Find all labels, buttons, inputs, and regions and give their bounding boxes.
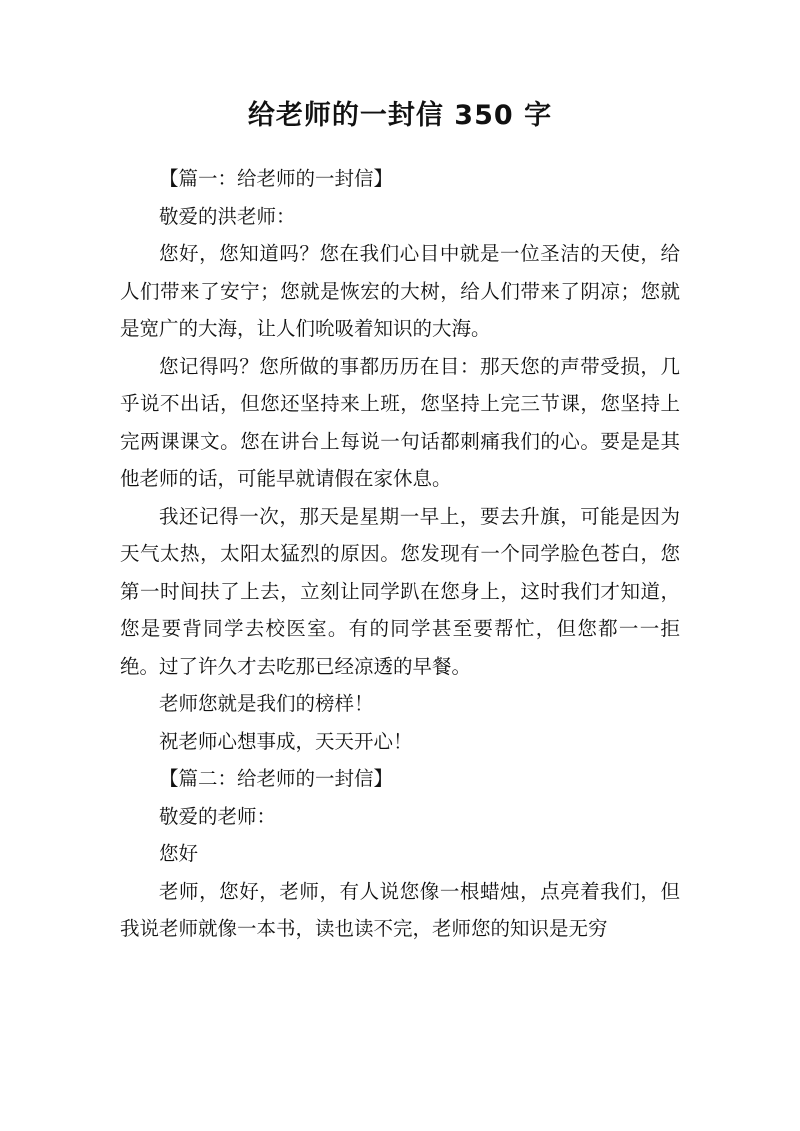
salutation: 敬爱的洪老师：: [159, 204, 296, 228]
section-heading: 【篇一：给老师的一封信】: [159, 167, 394, 190]
greeting: 您好: [159, 842, 199, 865]
document-body: [120, 160, 680, 948]
body-paragraph: 您记得吗？您所做的事都历历在目：那天您的声带受损，几乎说不出话，但您还坚持来上班，您坚持上完三节课，您坚持上完两课课文。您在讲台上每说一句话都刺痛我们的心。要是是其他老师的话，可能早就请假在家休息。: [120, 354, 680, 490]
body-paragraph: 老师，您好，老师，有人说您像一根蜡烛，点亮着我们，但我说老师就像一本书，读也读不完，老师您的知识是无穷: [120, 879, 680, 940]
body-paragraph: 我还记得一次，那天是星期一早上，要去升旗，可能是因为天气太热，太阳太猛烈的原因。您发现有一个同学脸色苍白，您第一时间扶了上去，立刻让同学趴在您身上，这时我们才知道，您是要背同学去校医室。有的同学甚至要帮忙，但您都一一拒绝。过了许久才去吃那已经凉透的早餐。: [120, 504, 680, 678]
body-paragraph: 您好，您知道吗？您在我们心目中就是一位圣洁的天使，给人们带来了安宁；您就是恢宏的大树，给人们带来了阴凉；您就是宽广的大海，让人们吮吸着知识的大海。: [120, 242, 680, 340]
section-heading: 【篇二：给老师的一封信】: [159, 767, 394, 790]
salutation: 敬爱的老师：: [159, 804, 277, 828]
document-title: 给老师的一封信 350 字: [247, 100, 553, 131]
closing-wish: 祝老师心想事成，天天开心！: [159, 729, 413, 753]
document-page: [120, 96, 680, 948]
body-paragraph: 老师您就是我们的榜样！: [159, 692, 374, 715]
